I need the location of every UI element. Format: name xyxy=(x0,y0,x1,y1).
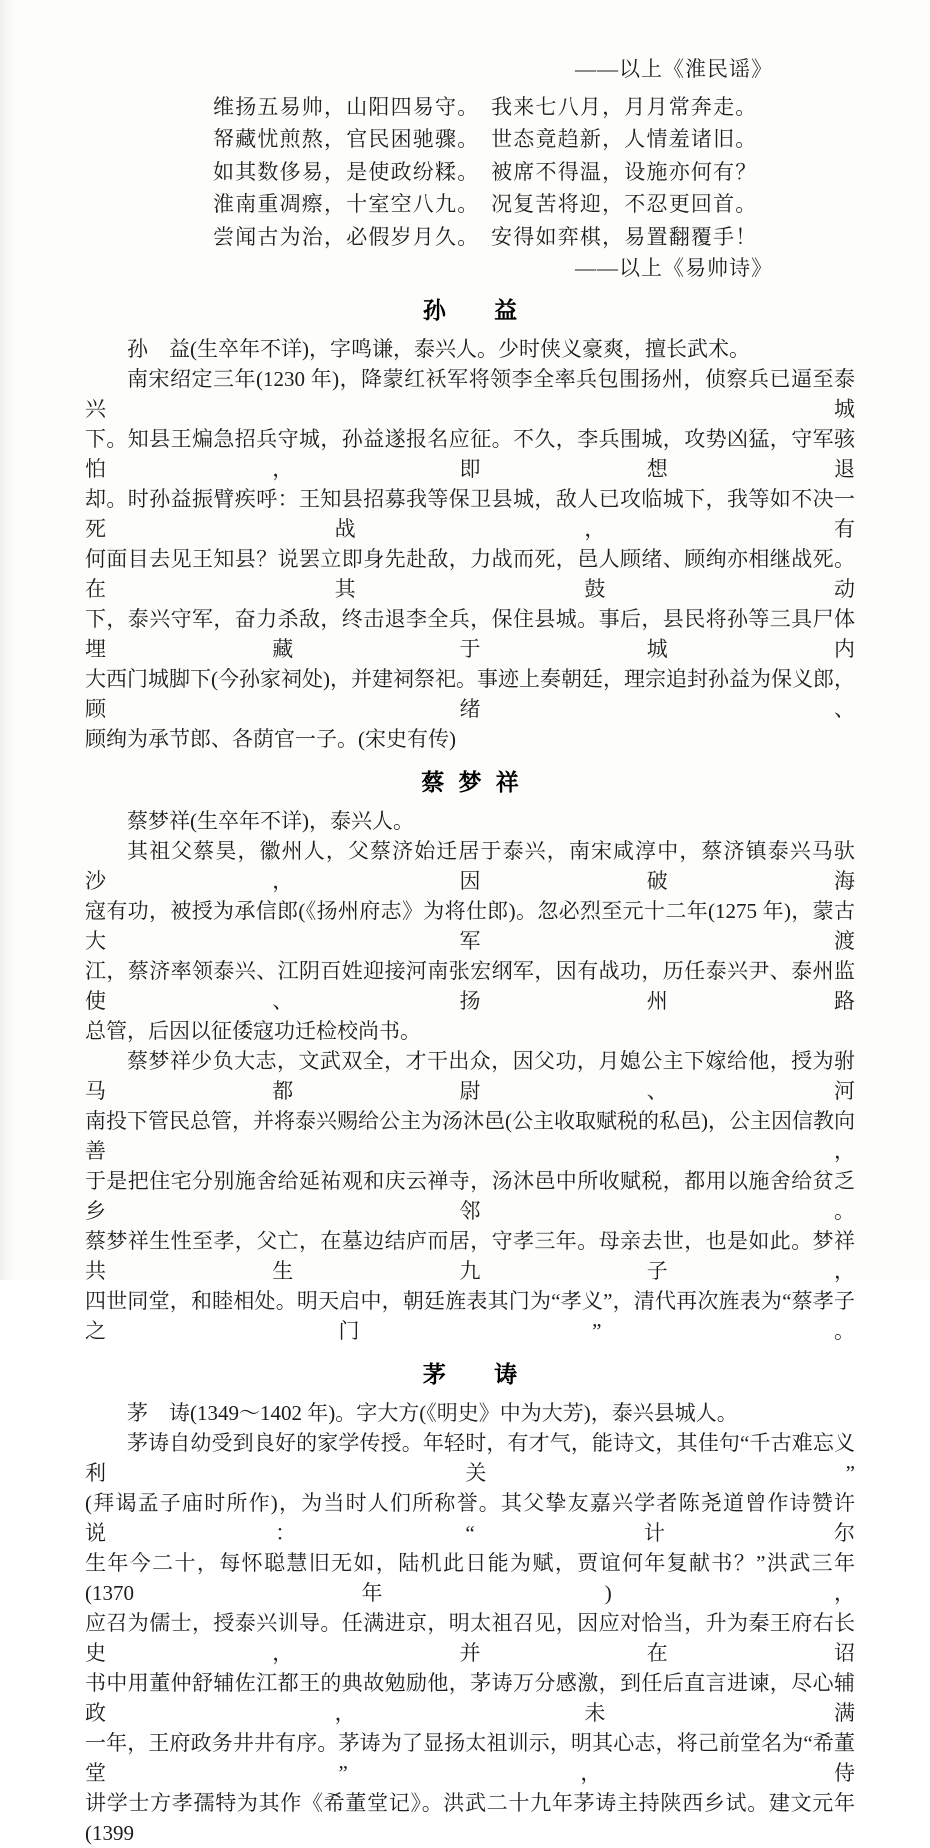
body-line: 蔡梦祥少负大志，文武双全，才干出众，因父功，月媳公主下嫁给他，授为驸马都尉、河 xyxy=(85,1049,855,1104)
body-line: 蔡梦祥(生卒年不详)，泰兴人。 xyxy=(127,809,414,834)
body-line: 四世同堂，和睦相处。明天启中，朝廷旌表其门为“孝义”，清代再次旌表为“蔡孝子之门”。 xyxy=(85,1289,855,1344)
body-line: 下，泰兴守军，奋力杀敌，终击退李全兵，保住县城。事后，县民将孙等三具尸体埋藏于城内 xyxy=(85,607,855,662)
body-line: 总管，后因以征倭寇功迁检校尚书。 xyxy=(85,1019,421,1044)
poem-attribution-huaiminyao: ——以上《淮民谣》 xyxy=(575,57,773,81)
body-line: 一年，王府政务井井有序。茅诪为了显扬太祖训示，明其心志，将己前堂名为“希董堂”，侍 xyxy=(85,1731,855,1786)
body-line: 大西门城脚下(今孙家祠处)，并建祠祭祀。事迹上奏朝廷，理宗追封孙益为保义郎，顾绪、 xyxy=(85,667,855,722)
body-line: 却。时孙益振臂疾呼：王知县招募我等保卫县城，敌人已攻临城下，我等如不决一死战，有 xyxy=(85,487,855,542)
body-line: 南宋绍定三年(1230 年)，降蒙红袄军将领李全率兵包围扬州，侦察兵已逼至泰兴城 xyxy=(85,367,855,422)
section-heading-maozhou: 茅诪 xyxy=(422,1361,566,1388)
body-line: 顾绚为承节郎、各荫官一子。(宋史有传) xyxy=(85,727,456,752)
body-line: 茅 诪(1349～1402 年)。字大方(《明史》中为大芳)，泰兴县城人。 xyxy=(127,1401,738,1426)
body-line: 寇有功，被授为承信郎(《扬州府志》为将仕郎)。忽必烈至元十二年(1275 年)，蒙古大军渡 xyxy=(85,899,855,954)
poem-line: 维扬五易帅，山阳四易守。 我来七八月，月月常奔走。 xyxy=(213,95,758,119)
body-line: 生年今二十，每怀聪慧旧无如，陆机此日能为赋，贾谊何年复献书？”洪武三年(1370 年)， xyxy=(85,1551,855,1606)
body-line: 南投下管民总管，并将泰兴赐给公主为汤沐邑(公主收取赋税的私邑)，公主因信教向善， xyxy=(85,1109,855,1164)
body-line: 下。知县王煸急招兵守城，孙益遂报名应征。不久，李兵围城，攻势凶猛，守军骇怕，即想退 xyxy=(85,427,855,482)
body-line: 茅诪自幼受到良好的家学传授。年轻时，有才气，能诗文，其佳句“千古难忘义利关” xyxy=(85,1431,855,1486)
poem-line: 如其数侈易，是使政纷糅。 被席不得温，设施亦何有？ xyxy=(213,159,758,184)
body-line: 讲学士方孝孺特为其作《希董堂记》。洪武二十九年茅诪主持陕西乡试。建文元年(1399 xyxy=(85,1791,855,1846)
poem-line: 尝闻古为治，必假岁月久。 安得如弈棋，易置翻覆手！ xyxy=(213,224,758,249)
body-line: 蔡梦祥生性至孝，父亡，在墓边结庐而居，守孝三年。母亲去世，也是如此。梦祥共生九子， xyxy=(85,1229,855,1284)
body-line: 应召为儒士，授泰兴训导。任满进京，明太祖召见，因应对恰当，升为秦王府右长史，并在诏 xyxy=(85,1611,855,1666)
body-line: 何面目去见王知县？说罢立即身先赴敌，力战而死，邑人顾绪、顾绚亦相继战死。在其鼓动 xyxy=(85,547,855,602)
section-heading-sunyi: 孙益 xyxy=(422,297,566,324)
body-line: 孙 益(生卒年不详)，字鸣谦，泰兴人。少时侠义豪爽，擅长武术。 xyxy=(127,337,750,362)
section-heading-caimengxiang: 蔡梦祥 xyxy=(421,769,534,796)
body-line: 其祖父蔡昊，徽州人，父蔡济始迁居于泰兴，南宋咸淳中，蔡济镇泰兴马驮沙，因破海 xyxy=(85,839,855,894)
poem-attribution-yishuaishi: ——以上《易帅诗》 xyxy=(575,256,773,281)
body-line: (拜谒孟子庙时所作)，为当时人们所称誉。其父挚友嘉兴学者陈尧道曾作诗赞许说：“计尔 xyxy=(85,1491,855,1546)
poem-line: 淮南重凋瘵，十室空八九。 况复苦将迎，不忍更回首。 xyxy=(213,192,758,217)
body-line: 书中用董仲舒辅佐江都王的典故勉励他，茅诪万分感激，到任后直言进谏，尽心辅政，未满 xyxy=(85,1671,855,1726)
body-line: 江，蔡济率领泰兴、江阴百姓迎接河南张宏纲军，因有战功，历任泰兴尹、泰州监使、扬州路 xyxy=(85,959,855,1014)
body-line: 于是把住宅分别施舍给延祐观和庆云禅寺，汤沐邑中所收赋税，都用以施舍给贫乏乡邻。 xyxy=(85,1169,855,1224)
poem-line: 帑藏忧煎熬，官民困驰骤。 世态竟趋新，人情羞诸旧。 xyxy=(213,127,758,152)
